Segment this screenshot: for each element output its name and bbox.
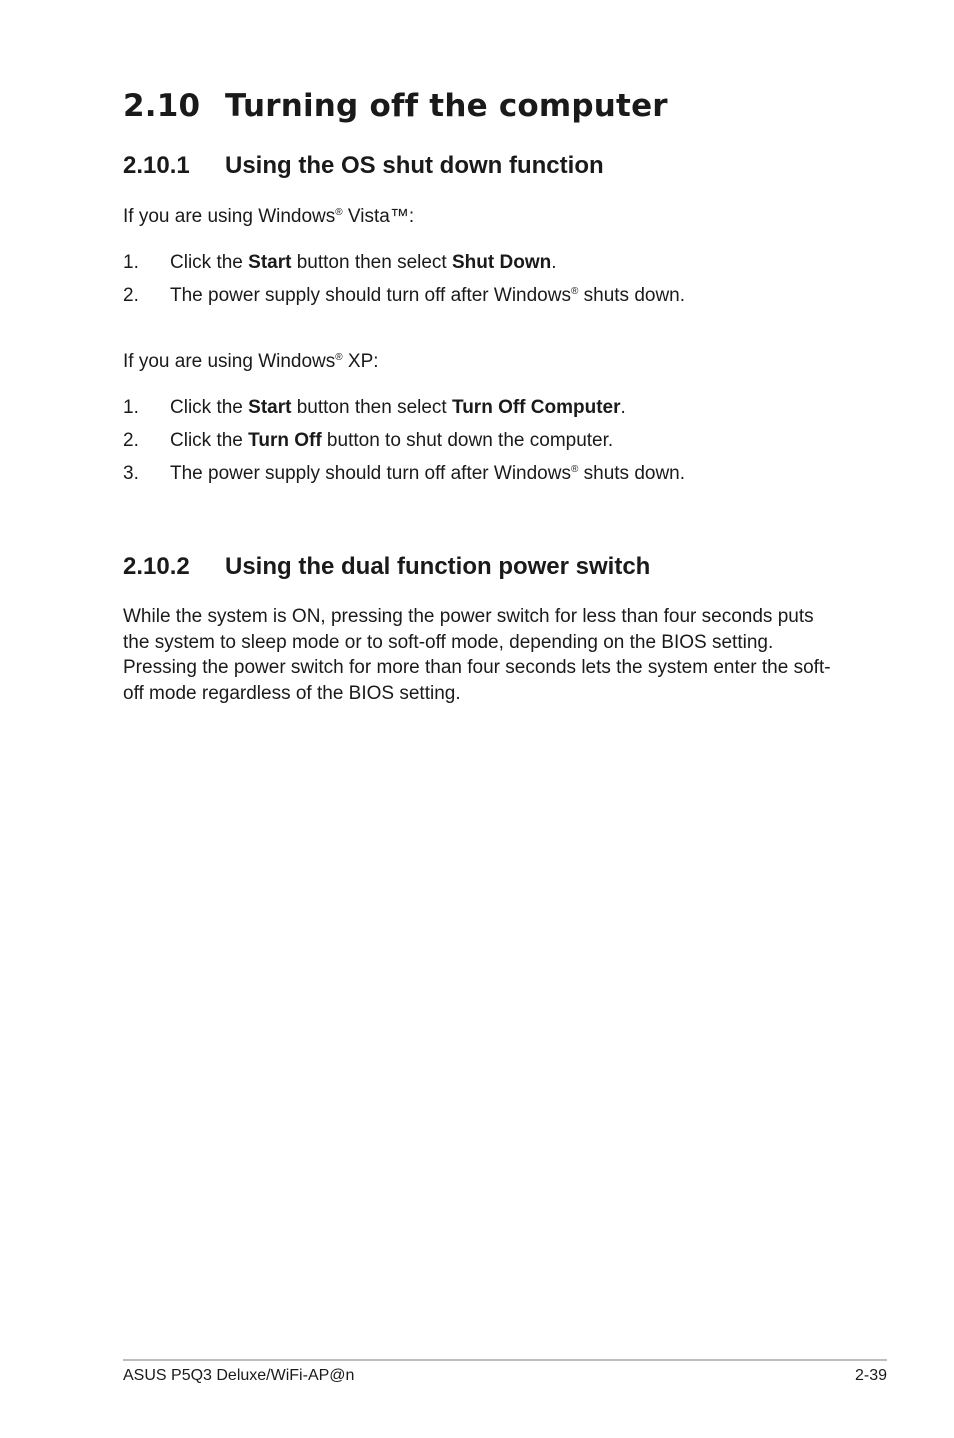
subsection-number: 2.10.2 (123, 553, 190, 580)
footer-divider (123, 1359, 887, 1361)
subsection-title-text: Using the dual function power switch (225, 553, 651, 580)
vista-step-1: 1. Click the Start button then select Shut Down. (123, 252, 557, 273)
section-title (123, 88, 668, 124)
registered-mark: ® (570, 464, 579, 475)
vista-intro: If you are using Windows® Vista™: (123, 206, 415, 227)
subsection-title-2 (123, 553, 650, 581)
xp-step-2: 2. Click the Turn Off button to shut down the computer. (123, 430, 614, 451)
subsection-title-text: Using the OS shut down function (225, 152, 604, 179)
xp-step-3: 3. The power supply should turn off after Windows® shuts down. (123, 463, 686, 484)
power-switch-paragraph: While the system is ON, pressing the power switch for less than four seconds puts the system to sleep mode or to soft-off mode, depending on the BIOS setting. Pressing the power switch for more than four seconds lets the system enter the soft-off mode regardless of the BIOS setting. (123, 606, 831, 704)
vista-step-2: 2. The power supply should turn off after Windows® shuts down. (123, 285, 686, 306)
xp-step-1: 1. Click the Start button then select Turn Off Computer. (123, 397, 626, 418)
registered-mark: ® (570, 286, 579, 297)
registered-mark: ® (335, 207, 343, 218)
footer-product: ASUS P5Q3 Deluxe/WiFi-AP@n (123, 1367, 355, 1384)
section-title-text: Turning off the computer (225, 88, 668, 124)
registered-mark: ® (335, 352, 343, 363)
subsection-number: 2.10.1 (123, 152, 190, 179)
section-number: 2.10 (123, 88, 201, 124)
subsection-title-1 (123, 152, 604, 180)
footer-page-number: 2-39 (854, 1367, 887, 1384)
xp-intro: If you are using Windows® XP: (123, 351, 379, 372)
